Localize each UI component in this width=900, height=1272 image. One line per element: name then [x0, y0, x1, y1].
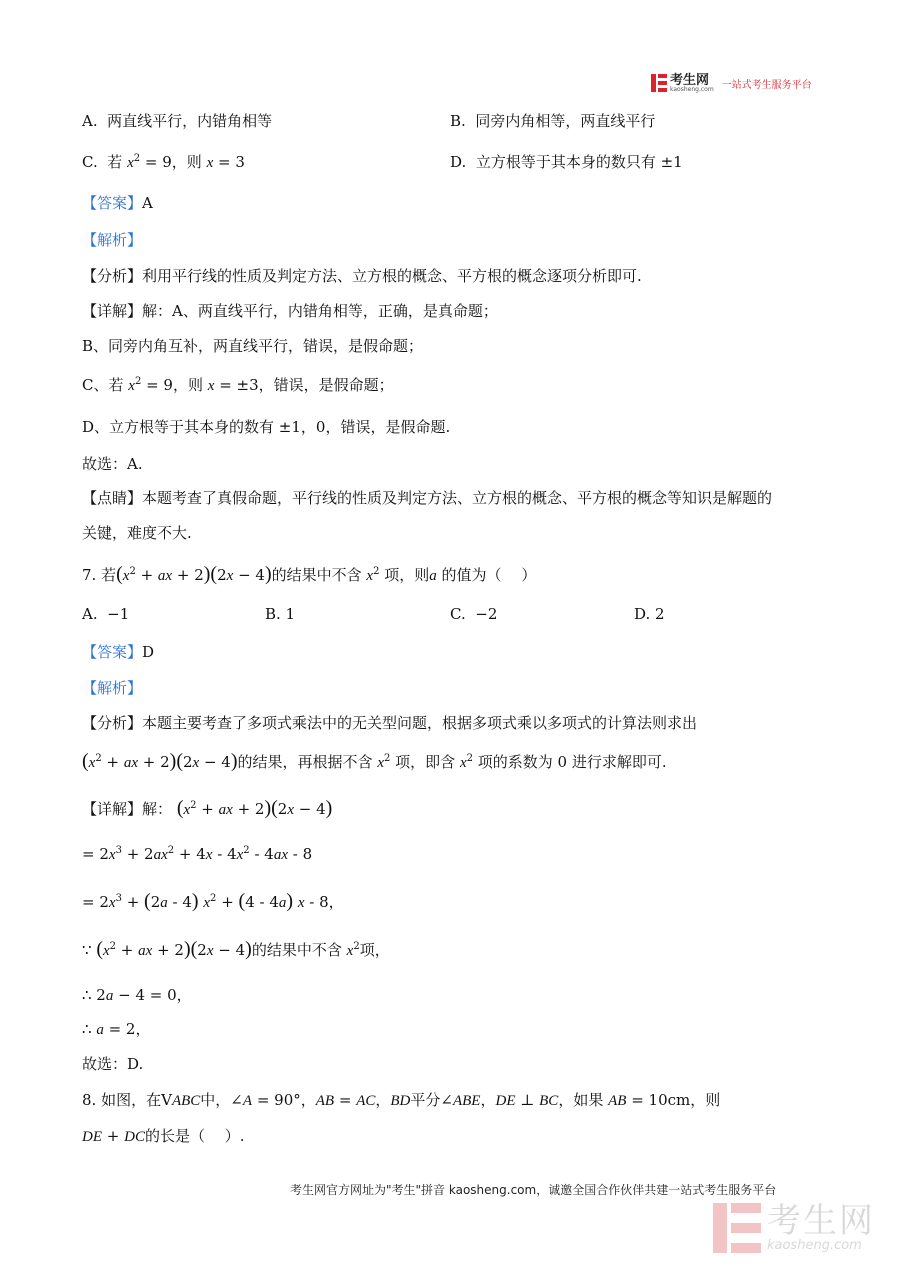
q7-detail-therefore1: ∴ 2a − 4 = 0，	[82, 986, 192, 1004]
q7-detail-therefore2: ∴ a = 2，	[82, 1020, 151, 1038]
option-a: A. 两直线平行，内错角相等	[82, 112, 273, 130]
q7-stem: 7. 若($x^2$ + ax + 2)(2x − 4)的结果中不含 $x^2$ 项，则a 的值为（ ）	[82, 563, 537, 585]
q7-choose: 故选：D.	[82, 1055, 144, 1073]
q7-detail-step2: = $2x^3 + (2a - 4) x^2 + (4 - 4a)$ x - 8，	[82, 890, 344, 912]
logo-name: 考生网	[670, 72, 710, 88]
page-footer: 考生网官方网址为"考生"拼音 kaosheng.com，诚邀全国合作伙伴共建一站式考生服务平台	[290, 1183, 777, 1197]
watermark-logo-icon	[713, 1203, 761, 1253]
q6-detail-d: D、立方根等于其本身的数有 ±1，0，错误，是假命题.	[82, 418, 451, 436]
q7-detail-start: 【详解】解： ($x^2$ + ax + 2)(2x − 4)	[82, 797, 333, 819]
q6-analysis: 【分析】利用平行线的性质及判定方法、立方根的概念、平方根的概念逐项分析即可.	[82, 267, 642, 285]
option-c: C. 若 $x^2 = 9$，则 x = 3	[82, 153, 245, 171]
q8-stem-line2: DE + DC的长是（ ）.	[82, 1127, 245, 1145]
q6-detail-c: C、若 $x^2 = 9$，则 x = ±3，错误，是假命题；	[82, 376, 394, 394]
q6-jiexi-label: 【解析】	[82, 231, 143, 249]
q6-choose: 故选：A.	[82, 455, 143, 473]
logo-slogan: 一站式考生服务平台	[721, 79, 812, 91]
q6-detail-b: B、同旁内角互补，两直线平行，错误，是假命题；	[82, 337, 424, 355]
q6-point-line1: 【点睛】本题考查了真假命题，平行线的性质及判定方法、立方根的概念、平方根的概念等知识是解题的	[82, 489, 773, 507]
q7-analysis-line2: ($x^2$ + ax + 2)(2x − 4)的结果，再根据不含 $x^2$ 项，即含 $x^2$ 项的系数为 0 进行求解即可.	[82, 750, 667, 772]
q6-point-line2: 关键，难度不大.	[82, 524, 192, 542]
q7-detail-step1: = $2x^3 + 2ax^2 + 4x - 4x^2 - 4ax - 8$	[82, 845, 313, 863]
q7-detail-because: ∵ ($x^2$ + ax + 2)(2x − 4)的结果中不含 $x^2$项，	[82, 938, 390, 960]
q6-detail-a: 【详解】解：A、两直线平行，内错角相等，正确，是真命题；	[82, 302, 498, 320]
option-b: B. 同旁内角相等，两直线平行	[450, 112, 656, 130]
option-d: D. 立方根等于其本身的数只有 ±1	[450, 153, 683, 171]
q6-answer: 【答案】A	[82, 194, 153, 212]
q8-stem-line1: 8. 如图，在VABC中，∠A = 90°，AB = AC，BD平分∠ABE，DE ⊥ BC，如果 AB = 10cm，则	[82, 1091, 721, 1109]
q7-option-d: D. 2	[634, 605, 665, 623]
logo-url: kaosheng.com	[670, 85, 714, 93]
kaosheng-logo-icon	[651, 74, 667, 92]
q7-analysis-line1: 【分析】本题主要考查了多项式乘法中的无关型问题，根据多项式乘以多项式的计算法则求出	[82, 714, 698, 732]
header-logo[interactable]	[651, 72, 812, 94]
watermark-name: 考生网	[767, 1200, 875, 1241]
watermark-url: kaosheng.com	[767, 1237, 862, 1253]
q7-option-a: A. −1	[82, 605, 130, 623]
q7-answer: 【答案】D	[82, 643, 155, 661]
q7-option-c: C. −2	[450, 605, 498, 623]
q7-option-b: B. 1	[265, 605, 296, 623]
watermark	[713, 1200, 875, 1253]
q7-jiexi-label: 【解析】	[82, 679, 143, 697]
